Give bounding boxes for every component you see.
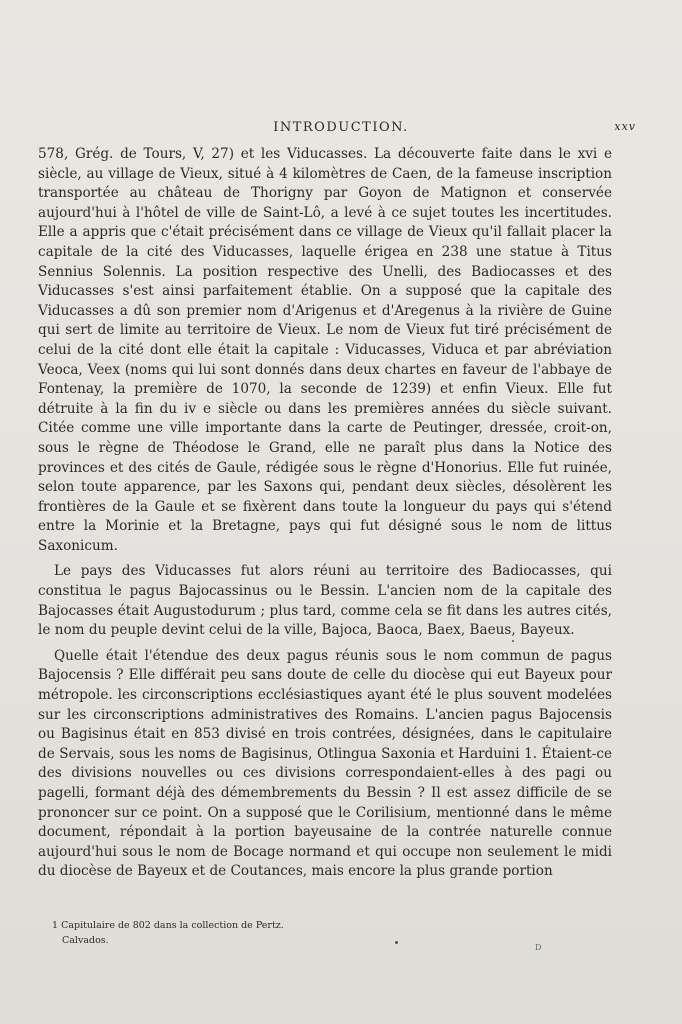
- signature-mark: D: [535, 943, 542, 952]
- print-speck: [395, 941, 398, 944]
- footnote-1: 1 Capitulaire de 802 dans la collection de Pertz.: [52, 920, 284, 931]
- running-title: INTRODUCTION.: [273, 120, 409, 135]
- print-speck: [512, 640, 514, 642]
- footnotes: [52, 918, 572, 948]
- footnote-2: Calvados.: [62, 935, 109, 946]
- paragraph-1: 578, Grég. de Tours, V, 27) et les Viducasses. La découverte faite dans le xvi e siècle, au village de Vieux, situé à 4 kilomètres de Caen, de la fameuse inscription transportée au château de Thorigny par Goyon de Matignon et conservée aujourd'hui à l'hôtel de ville de Saint-Lô, a levé à ce sujet toutes les incertitudes. Elle a appris que c'était précisément dans ce village de Vieux qu'il fallait placer la capitale de la cité des Viducasses, laquelle érigea en 238 une statue à Titus Sennius Solennis. La position respective des Unelli, des Badiocasses et des Viducasses s'est ainsi parfaitement établie. On a supposé que la capitale des Viducasses a dû son premier nom d'Arigenus et d'Aregenus à la rivière de Guine qui sert de limite au territoire de Vieux. Le nom de Vieux fut tiré précisément de celui de la cité dont elle était la capitale : Viducasses, Viduca et par abréviation Veoca, Veex (noms qui lui sont donnés dans deux chartes en faveur de l'abbaye de Fontenay, la première de 1070, la seconde de 1239) et enfin Vieux. Elle fut détruite à la fin du iv e siècle ou dans les premières années du siècle suivant. Citée comme une ville importante dans la carte de Peutinger, dressée, croit-on, sous le règne de Théodose le Grand, elle ne paraît plus dans la Notice des provinces et des cités de Gaule, rédigée sous le règne d'Honorius. Elle fut ruinée, selon toute apparence, par les Saxons qui, pendant deux siècles, désolèrent les frontières de la Gaule et se fixèrent dans toute la longueur du pays qui s'étend entre la Morinie et la Bretagne, pays qui fut désigné sous le nom de littus Saxonicum.: [38, 146, 612, 554]
- running-header: [0, 120, 682, 138]
- page-number: xxv: [614, 120, 636, 133]
- paragraph-2: Le pays des Viducasses fut alors réuni au territoire des Badiocasses, qui constitua le pagus Bajocassinus ou le Bessin. L'ancien nom de la capitale des Bajocasses était Augustodurum ; plus tard, comme cela se fit dans les autres cités, le nom du peuple devint celui de la ville, Bajoca, Baoca, Baex, Baeus, Bayeux.: [38, 563, 612, 639]
- body-text: [38, 145, 612, 882]
- paragraph-3: Quelle était l'étendue des deux pagus réunis sous le nom commun de pagus Bajocensis ? Elle différait peu sans doute de celle du diocèse qui eut Bayeux pour métropole. les circonscriptions ecclésiastiques ayant été le plus souvent modelées sur les circonscriptions administratives des Romains. L'ancien pagus Bajocensis ou Bagisinus était en 853 divisé en trois contrées, désignées, dans le capitulaire de Servais, sous les noms de Bagisinus, Otlingua Saxonia et Harduini 1. Étaient-ce des divisions nouvelles ou ces divisions correspondaient-elles à des pagi ou pagelli, formant déjà des démembrements du Bessin ? Il est assez difficile de se prononcer sur ce point. On a supposé que le Corilisium, mentionné dans le même document, répondait à la portion bayeusaine de la contrée naturelle connue aujourd'hui sous le nom de Bocage normand et qui occupe non seulement le midi du diocèse de Bayeux et de Coutances, mais encore la plus grande portion: [38, 647, 612, 880]
